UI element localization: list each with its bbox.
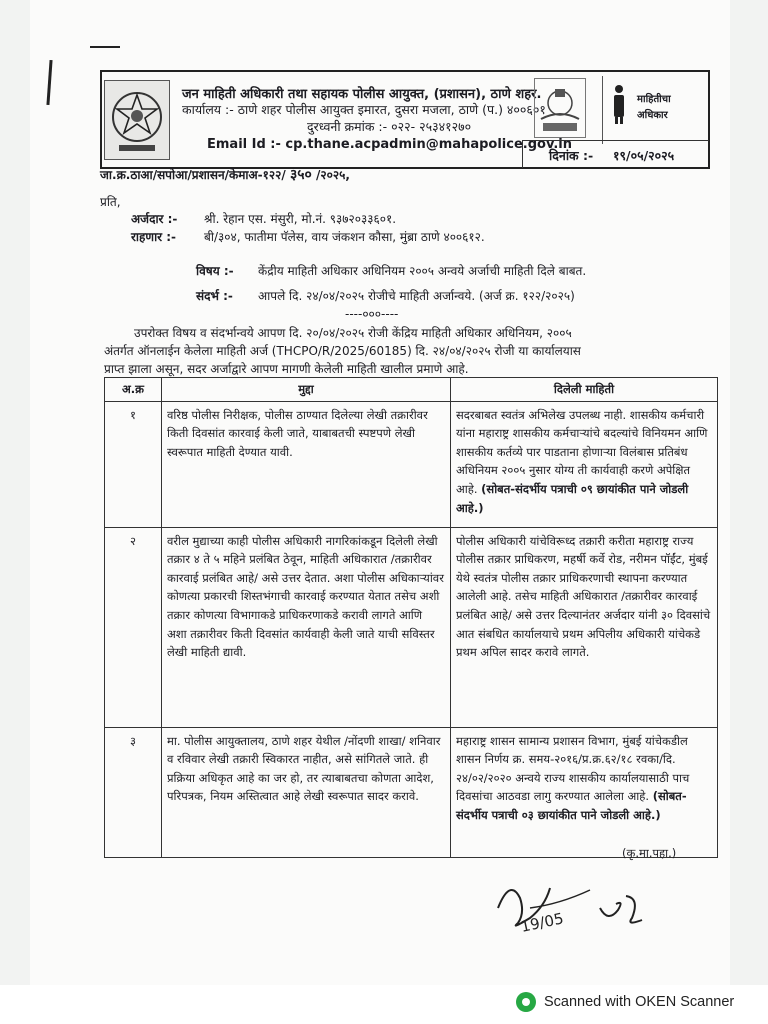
row-question: वरील मुद्याच्या काही पोलीस अधिकारी नागरिकांकडून दिलेली लेखी तक्रार ४ ते ५ महिने प्रलंबित ठेवून, माहिती अधिकारात /तक्रारीवर कारवाई प्रलंबित आहे/ असे उत्तर देतात. अशा पोलीस अधिकाऱ्यांवर कोणत्या प्रकारची शिस्तभंगाची कारवाई करण्यात येतात तसेच अशी तक्रार कोणत्या विभागाकडे प्राधिकरणाकडे करावी लागते आणि अशा तक्रारीवर किती दिवसांत कार्यवाही केली जाते याची सविस्तर लेखी माहिती द्यावी.	[162, 527, 451, 727]
row-serial: १	[105, 401, 162, 527]
letterhead	[100, 70, 710, 169]
handwritten-signature	[490, 868, 670, 948]
date-value: १९/०५/२०२५	[613, 148, 675, 163]
residence-address: बी/३०४, फातीमा पॅलेस, वाय जंकशन कौसा, मुंब्रा ठाणे ४००६१२.	[204, 230, 485, 244]
answer-text: महाराष्ट्र शासन सामान्य प्रशासन विभाग, मुंबई यांचेकडील शासन निर्णय क्र. समय-२०१६/प्र.क्र.६२/१८ रवका/दि. २४/०२/२०२० अन्वये राज्य शासकीय कार्यालयासाठी पाच दिवसांचा आठवडा लागु करण्यात आलेला आहे.	[456, 733, 690, 804]
reference-number	[100, 165, 710, 184]
row-question: वरिष्ठ पोलीस निरीक्षक, पोलीस ठाण्यात दिलेल्या लेखी तक्रारीवर किती दिवसांत कारवाई केली जाते, याबाबतची स्पष्टपणे लेखी स्वरूपात माहिती देण्यात यावी.	[162, 401, 451, 527]
continued-note: (कृ.मा.पहा.)	[622, 846, 677, 860]
scanner-watermark	[516, 991, 734, 1013]
intro-line-1: उपरोक्त विषय व संदर्भान्वये आपण दि. २०/०४/२०२५ रोजी केंद्रिय माहिती अधिकार अधिनियम, २००५	[134, 326, 572, 340]
rti-logo	[602, 76, 707, 144]
row-answer	[451, 727, 718, 857]
answer-text: पोलीस अधिकारी यांचेविरूध्द तक्रारी करीता महाराष्ट्र राज्य पोलीस तक्रार प्राधिकरण, महर्षी कर्वे रोड, नरीमन पॉईंट, मुंबई येथे स्वतंत्र पोलीस तक्रार प्राधिकरणाची स्थापना करण्यात आलेली आहे. तसेच माहिती अधिकारात /तक्रारीवर कारवाई प्रलंबित आहे/ असे उत्तर दिल्यानंतर अर्जदार यांनी ३० दिवसांचे आत संबधित कार्यालयाचे प्रथम अपिलीय अधिकारी यांचेकडे प्रथम अपिल सादर करावे लागते.	[456, 533, 711, 660]
applicant-name: श्री. रेहान एस. मंसुरी, मो.नं. ९३७२०३३६०१.	[204, 212, 397, 226]
reference-text: आपले दि. २४/०४/२०२५ रोजीचे माहिती अर्जान्वये. (अर्ज क्र. १२२/२०२५)	[258, 289, 575, 303]
signature-date: 19/05	[519, 909, 566, 936]
reference-label: संदर्भ :-	[196, 289, 233, 303]
information-table	[104, 377, 718, 858]
to-label: प्रति,	[100, 195, 121, 209]
rti-label	[637, 92, 671, 124]
header-information-given: दिलेली माहिती	[451, 378, 718, 402]
table-row	[105, 527, 718, 727]
scanner-text: Scanned with OKEN Scanner	[544, 994, 735, 1010]
header-issue: मुद्दा	[162, 378, 451, 402]
email-id: Email Id :- cp.thane.acpadmin@mahapolice.gov.in	[207, 137, 573, 152]
office-address: कार्यालय :- ठाणे शहर पोलीस आयुक्त इमारत, दुसरा मजला, ठाणे (प.) ४००६०१	[182, 102, 546, 117]
rti-person-icon	[611, 84, 627, 124]
date-label: दिनांक :-	[549, 148, 594, 163]
separator: ----०००----	[345, 307, 399, 321]
applicant-label: अर्जदार :-	[131, 212, 178, 226]
rti-label-line1: माहितीचा	[637, 94, 671, 105]
police-seal-icon	[104, 80, 170, 160]
letterhead-title: जन माहिती अधिकारी तथा सहायक पोलीस आयुक्त, (प्रशासन), ठाणे शहर.	[182, 87, 542, 102]
reference-suffix: /२०२५,	[315, 168, 350, 182]
rti-label-line2: अधिकार	[637, 110, 668, 121]
intro-line-3: प्राप्त झाला असून, सदर अर्जाद्वारे आपण मागणी केलेली माहिती खालील प्रमाणे आहे.	[104, 362, 469, 376]
row-question: मा. पोलीस आयुक्तालय, ठाणे शहर येथील /नोंदणी शाखा/ शनिवार व रविवार लेखी तक्रारी स्विकारत नाहीत, असे सांगितले जाते. ही प्रक्रिया अधिकृत आहे का जर हो, तर त्याबाबतचा कोणता आदेश, परिपत्रक, नियम अस्तित्वात आहे लेखी स्वरूपात सादर करावे.	[162, 727, 451, 857]
subject-text: केंद्रीय माहिती अधिकार अधिनियम २००५ अन्वये अर्जाची माहिती दिले बाबत.	[258, 264, 587, 278]
row-serial: ३	[105, 727, 162, 857]
table-row	[105, 401, 718, 527]
date-cell	[522, 140, 709, 168]
subject-label: विषय :-	[196, 264, 234, 278]
intro-line-2: अंतर्गत ऑनलाईन केलेला माहिती अर्ज (THCPO/R/2025/60185) दि. २४/०४/२०२५ रोजी या कार्यालयास	[104, 344, 581, 358]
state-emblem-icon	[534, 78, 586, 138]
answer-text: सदरबाबत स्वतंत्र अभिलेख उपलब्ध नाही. शासकीय कर्मचारी यांना महाराष्ट्र शासकीय कर्मचाऱ्यांचे बदल्यांचे विनियमन आणि शासकीय कर्तव्ये पार पाडताना होणाऱ्या विलंबास प्रतिबंध अधिनियम २००५ नुसार योग्य ती कार्यवाही करणे अपेक्षित आहे.	[456, 407, 708, 496]
row-answer	[451, 527, 718, 727]
scanner-logo-icon	[516, 992, 536, 1012]
reference-handwritten-number: ३५०	[289, 167, 312, 183]
phone-number: दुरध्वनी क्रमांक :- ०२२- २५३४१२७०	[307, 119, 472, 134]
row-answer	[451, 401, 718, 527]
reference-prefix: जा.क्र.ठाआ/सपोआ/प्रशासन/केमाअ-१२२/	[100, 168, 286, 182]
row-serial: २	[105, 527, 162, 727]
margin-dash-mark	[90, 46, 120, 48]
table-header-row	[105, 378, 718, 402]
answer-attachment-note: (सोबत-संदर्भीय पत्राची ०३ छायांकीत पाने जोडली आहे.)	[456, 789, 687, 822]
header-serial: अ.क्र	[105, 378, 162, 402]
answer-attachment-note: (सोबत-संदर्भीय पत्राची ०९ छायांकीत पाने जोडली आहे.)	[456, 481, 689, 515]
residence-label: राहणार :-	[131, 230, 177, 244]
table-row	[105, 727, 718, 857]
